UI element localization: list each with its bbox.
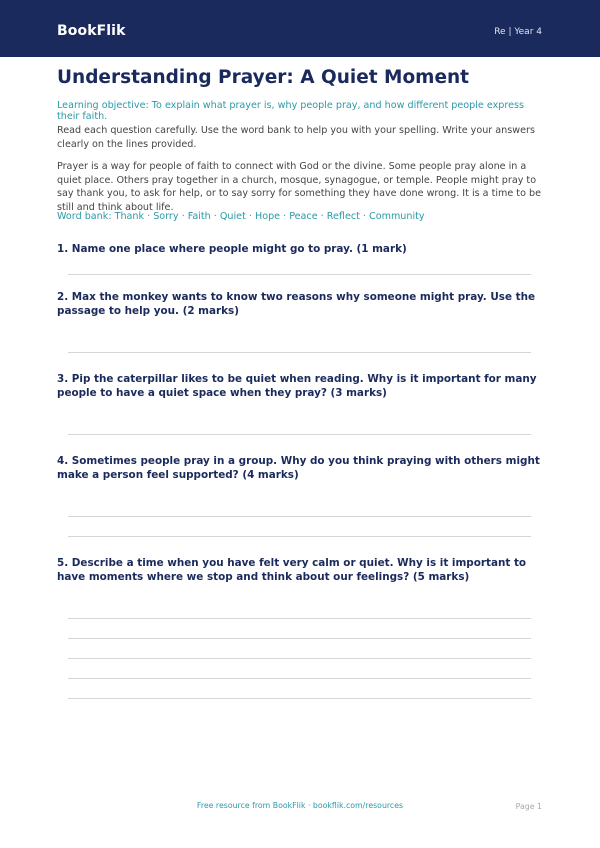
answer-line[interactable] bbox=[68, 516, 531, 517]
instructions-text: Read each question carefully. Use the word bank to help you with your spelling. Write your answers clearly on the lines provided. bbox=[57, 125, 535, 150]
answer-line[interactable] bbox=[68, 352, 531, 353]
page-title: Understanding Prayer: A Quiet Moment bbox=[57, 67, 470, 88]
answer-line[interactable] bbox=[68, 434, 531, 435]
learning-objective: Learning objective: To explain what prayer is, why people pray, and how different people express their faith. bbox=[57, 100, 525, 122]
question-5: 5. Describe a time when you have felt very calm or quiet. Why is it important to have moments where we stop and think about our feelings? (5 marks) bbox=[57, 557, 527, 583]
footer-credit[interactable]: Free resource from BookFlik · bookflik.com/resources bbox=[196, 801, 404, 810]
reading-passage: Prayer is a way for people of faith to connect with God or the divine. Some people pray alone in a quiet place. Others pray together in a church, mosque, synagogue, or temple. People might pray to say thank you, to ask for help, or to say sorry for something they have done wrong. It is a time to be still and think about life. bbox=[57, 161, 541, 213]
question-1: 1. Name one place where people might go to pray. (1 mark) bbox=[57, 243, 407, 255]
subject-year-label: Re | Year 4 bbox=[494, 27, 542, 37]
answer-line[interactable] bbox=[68, 698, 531, 699]
answer-line[interactable] bbox=[68, 658, 531, 659]
question-2: 2. Max the monkey wants to know two reasons why someone might pray. Use the passage to help you. (2 marks) bbox=[57, 291, 536, 317]
brand-logo: BookFlik bbox=[57, 23, 126, 39]
question-3: 3. Pip the caterpillar likes to be quiet when reading. Why is it important for many people to have a quiet space when they pray? (3 marks) bbox=[57, 373, 537, 399]
page-header bbox=[0, 0, 600, 57]
page-number: Page 1 bbox=[515, 802, 542, 811]
answer-line[interactable] bbox=[68, 274, 531, 275]
question-4: 4. Sometimes people pray in a group. Why do you think praying with others might make a person feel supported? (4 marks) bbox=[57, 455, 540, 481]
answer-line[interactable] bbox=[68, 638, 531, 639]
answer-line[interactable] bbox=[68, 678, 531, 679]
answer-line[interactable] bbox=[68, 536, 531, 537]
word-bank: Word bank: Thank · Sorry · Faith · Quiet · Hope · Peace · Reflect · Community bbox=[57, 211, 425, 222]
answer-line[interactable] bbox=[68, 618, 531, 619]
